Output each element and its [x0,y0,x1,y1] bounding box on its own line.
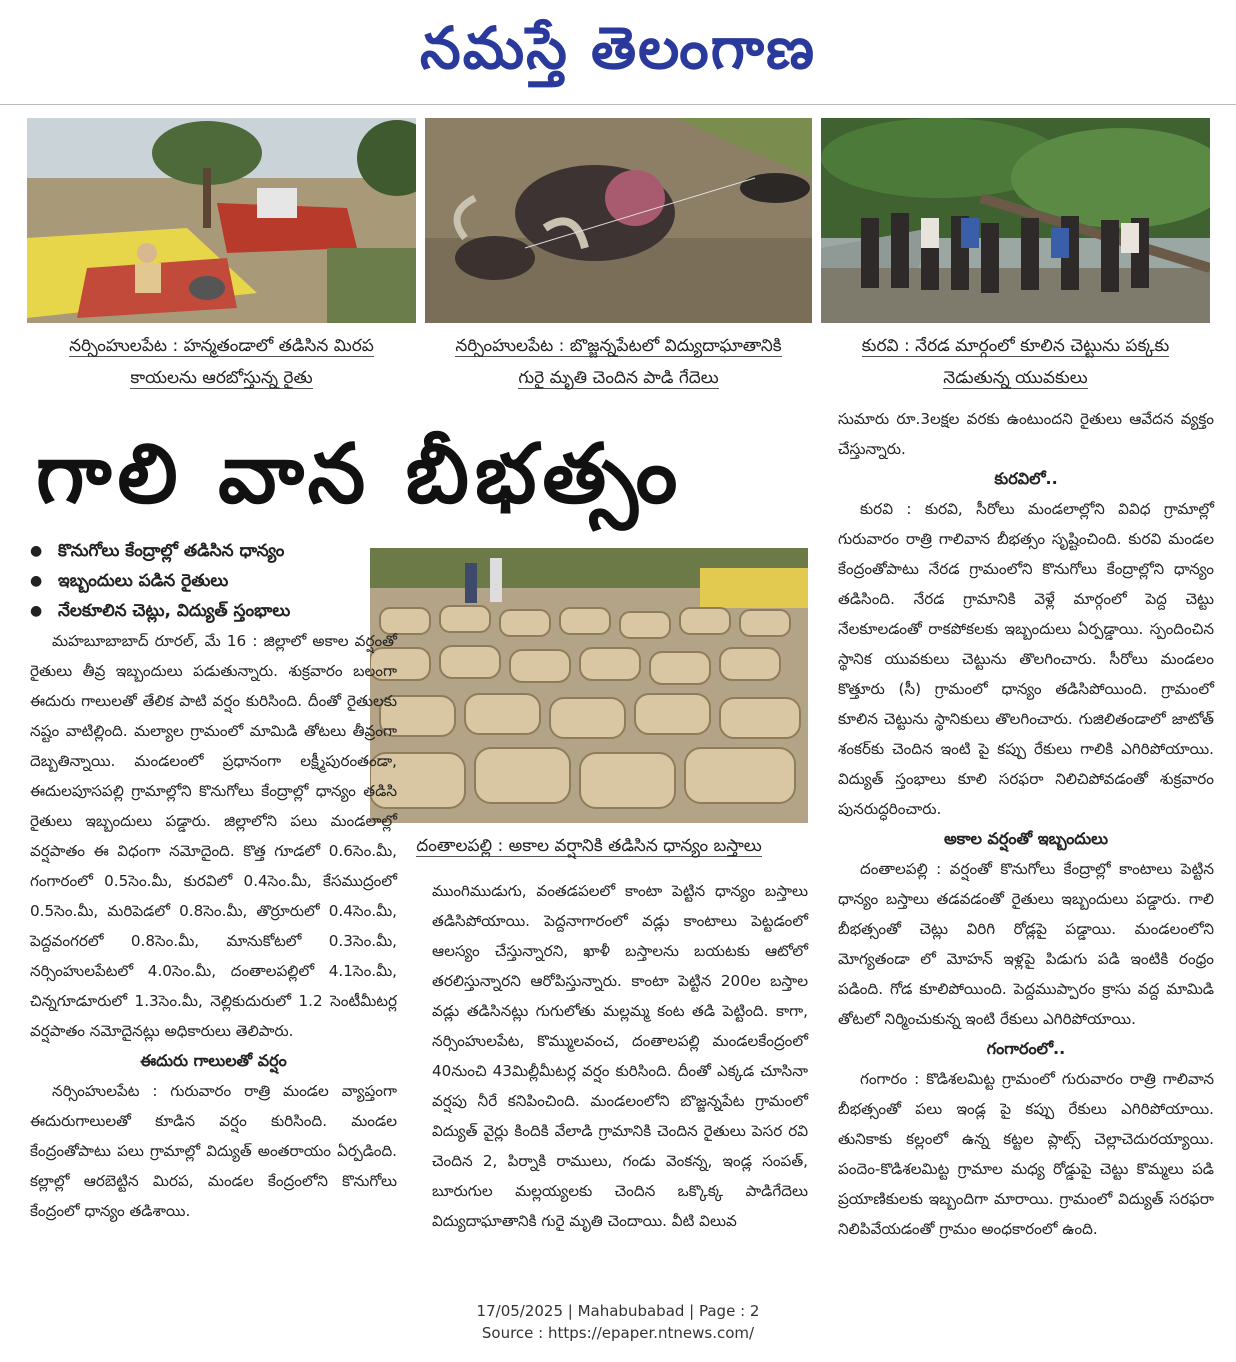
paragraph: మహబూబాబాద్ రూరల్, మే 16 : జిల్లాలో అకాల వర్షంతో రైతులు తీవ్ర ఇబ్బందులు పడుతున్నారు. శుక్రవారం బలంగా ఈదురు గాలులతో తేలిక పాటి వర్షం కురిసింది. దీంతో రైతులకు నష్టం వాటిల్లింది. మల్యాల గ్రామంలో మామిడి తోటలు తీవ్రంగా దెబ్బతిన్నాయి. మండలంలో ప్రధానంగా లక్ష్మీపురంతండా, ఈదులపూసపల్లి గ్రామాల్లోని కొనుగోలు కేంద్రాల్లో ధాన్యం తడిసి రైతులు ఇబ్బందులు పడ్డారు. జిల్లాలోని పలు మండలాల్లో వర్షపాతం ఈ విధంగా నమోదైంది. కొత్త గూడలో 0.6సెం.మీ, గంగారంలో 0.5సెం.మీ, కురవిలో 0.4సెం.మీ, కేసముద్రంలో 0.5సెం.మీ, మరిపెడలో 0.8సెం.మీ, తొర్రూరులో 0.4సెం.మీ, పెద్దవంగరలో 0.8సెం.మీ, మానుకోటలో 0.3సెం.మీ, నర్సింహులపేటలో 4.0సెం.మీ, దంతాలపల్లిలో 4.1సెం.మీ, చిన్నగూడూరులో 1.3సెం.మీ, నెల్లికుదురులో 1.2 సెంటీమీటర్ల వర్షపాతం నమోదైనట్లు అధికారులు తెలిపారు. [30,632,397,1040]
photo-chillies [27,118,416,323]
headline: గాలి వాన బీభత్సం [36,427,684,522]
paragraph: ముంగిముడుగు, వంతడపలలో కాంటా పెట్టిన ధాన్యం బస్తాలు తడిసిపోయాయి. పెద్దనాగారంలో వడ్లు కాంటాలు పెట్టడంలో ఆలస్యం చేస్తున్నారని, ఖాళీ బస్తాలను బయటకు ఆటోలో తరలిస్తున్నారని ఆరోపిస్తున్నారు. కాంటా పెట్టిన 200ల బస్తాల వడ్లు తడిసినట్లు గుగులోతు మల్లమ్మ కంట తడి పెట్టింది. కాగా, నర్సింహులపేట, కొమ్ములవంచ, దంతాలపల్లి మండలకేంద్రంలో 40నుంచి 43మిల్లీమీటర్ల వర్షం కురిసింది. దీంతో ఎక్కడ చూసినా వర్షపు నీరే కనిపించింది. మండలంలోని బొజ్జన్నపేట గ్రామంలో విద్యుత్ వైర్లు కిందికి వేలాడి గ్రామానికి చెందిన రైతులు పెసర రవి చెందిన 2, పిర్నాకి రాములు, గండు వెంకన్న, ఇండ్ల సంపత్, బూరుగుల మల్లయ్యలకు చెందిన ఒక్కొక్క పాడిగేదెలు విద్యుదాఘాతానికి గురై మృతి చెందాయి. వీటి విలువ [432,882,808,1230]
article-column-1 [30,626,397,1226]
paragraph: గంగారం : కొడిశలమిట్ట గ్రామంలో గురువారం రాత్రి గాలివాన బీభత్సంతో పలు ఇండ్ల పై కప్పు రేకులు ఎగిరిపోయాయి. తునికాకు కల్లంలో ఉన్న కట్టల ప్లాట్స్ చెల్లాచెదురయ్యాయి. పందెం-కొడిశలమిట్ట గ్రామాల మధ్య రోడ్డుపై చెట్టు కొమ్మలు పడి ప్రయాణికులకు ఇబ్బందిగా మారాయి. గ్రామంలో విద్యుత్ సరఫరా నిలిపివేయడంతో గ్రామం అంధకారంలో ఉంది. [838,1070,1214,1238]
subheading: అకాల వర్షంతో ఇబ్బందులు [943,829,1109,848]
masthead-divider [0,104,1236,105]
photo-fallen-tree-caption [821,330,1210,394]
newspaper-logo: నమస్తే తెలంగాణ [420,14,816,82]
footer-date-line: 17/05/2025 | Mahabubabad | Page : 2 [476,1302,760,1320]
highlights-list [30,536,370,626]
caption-line: కాయలను ఆరబోస్తున్న రైతు [130,368,313,388]
photo-paddy-bags-caption [370,830,808,862]
photo-chillies-caption [27,330,416,394]
highlight-item: ● కొనుగోలు కేంద్రాల్లో తడిసిన ధాన్యం [30,536,370,566]
photo-fallen-tree [821,118,1210,323]
paragraph: సుమారు రూ.3లక్షల వరకు ఉంటుందని రైతులు ఆవేదన వ్యక్తం చేస్తున్నారు. [838,410,1214,458]
caption-line: గురై మృతి చెందిన పాడి గేదెలు [518,368,719,388]
caption-line: నర్సింహులపేట : హన్మతండాలో తడిసిన మిరప [69,336,374,356]
subheading: కురవిలో.. [994,469,1058,488]
subheading: గంగారంలో.. [986,1039,1066,1058]
footer-source-link[interactable]: Source : https://epaper.ntnews.com/ [481,1324,755,1342]
article-column-2 [432,876,808,1236]
highlight-item: ● ఇబ్బందులు పడిన రైతులు [30,566,370,596]
photo-buffalo [425,118,812,323]
caption-line: కురవి : నేరడ మార్గంలో కూలిన చెట్టును పక్కకు [861,336,1170,356]
subheading: ఈదురు గాలులతో వర్షం [140,1051,287,1070]
highlight-item: ● నేలకూలిన చెట్లు, విద్యుత్ స్తంభాలు [30,596,370,626]
photo-buffalo-caption [425,330,812,394]
masthead [0,0,1236,100]
paragraph: దంతాలపల్లి : వర్షంతో కొనుగోలు కేంద్రాల్లో కాంటాలు పెట్టిన ధాన్యం బస్తాలు తడవడంతో రైతులు ఇబ్బందులు పడ్డారు. గాలి బీభత్సంతో చెట్లు విరిగి రోడ్లపై పడ్డాయి. మండలంలోని మోగ్యతండా లో మోహన్ ఇళ్లపై పిడుగు పడి ఇంటికి రంధ్రం పడింది. గోడ కూలిపోయింది. పెద్దముప్పారం క్రాసు వద్ద మామిడి తోటలో నిర్మించుకున్న ఇంటి రేకులు ఎగిరిపోయాయి. [838,860,1214,1028]
photo-paddy-bags [370,548,808,823]
caption-line: నర్సింహులపేట : బొజ్జన్నపేటలో విద్యుదాఘాతానికి [455,336,782,356]
paragraph: కురవి : కురవి, సీరోలు మండలాల్లోని వివిధ గ్రామాల్లో గురువారం రాత్రి గాలివాన బీభత్సం సృష్టించింది. కురవి మండల కేంద్రంతోపాటు నేరడ గ్రామంలోని కొనుగోలు కేంద్రాల్లోని ధాన్యం తడిసింది. నేరడ గ్రామానికి వెళ్లే మార్గంలో పెద్ద చెట్టు నేలకూలడంతో రాకపోకలకు ఇబ్బందులు ఏర్పడ్డాయి. స్పందించిన స్థానిక యువకులు చెట్టును తొలగించారు. సీరోలు మండలం కొత్తూరు (సీ) గ్రామంలో ధాన్యం తడిసిపోయింది. గ్రామంలో కూలిన చెట్టును స్థానికులు తొలగించారు. గుజిలితండాలో జాటోత్ శంకర్‌కు చెందిన ఇంటి పై కప్పు రేకులు గాలికి ఎగిరిపోయాయి. విద్యుత్ స్తంభాలు కూలి సరఫరా నిలిచిపోవడంతో శుక్రవారం పునరుద్ధరించారు. [838,500,1214,818]
paragraph: నర్సింహులపేట : గురువారం రాత్రి మండల వ్యాప్తంగా ఈదురుగాలులతో కూడిన వర్షం కురిసింది. మండల కేంద్రంతోపాటు పలు గ్రామాల్లో విద్యుత్ అంతరాయం ఏర్పడింది. కల్లాల్లో ఆరబెట్టిన మిరప, మండల కేంద్రంలోని కొనుగోలు కేంద్రంలో ధాన్యం తడిశాయి. [30,1082,397,1220]
caption-line: దంతాలపల్లి : అకాల వర్షానికి తడిసిన ధాన్యం బస్తాలు [416,836,762,856]
article-column-3 [838,404,1214,1244]
caption-line: నెడుతున్న యువకులు [943,368,1088,388]
